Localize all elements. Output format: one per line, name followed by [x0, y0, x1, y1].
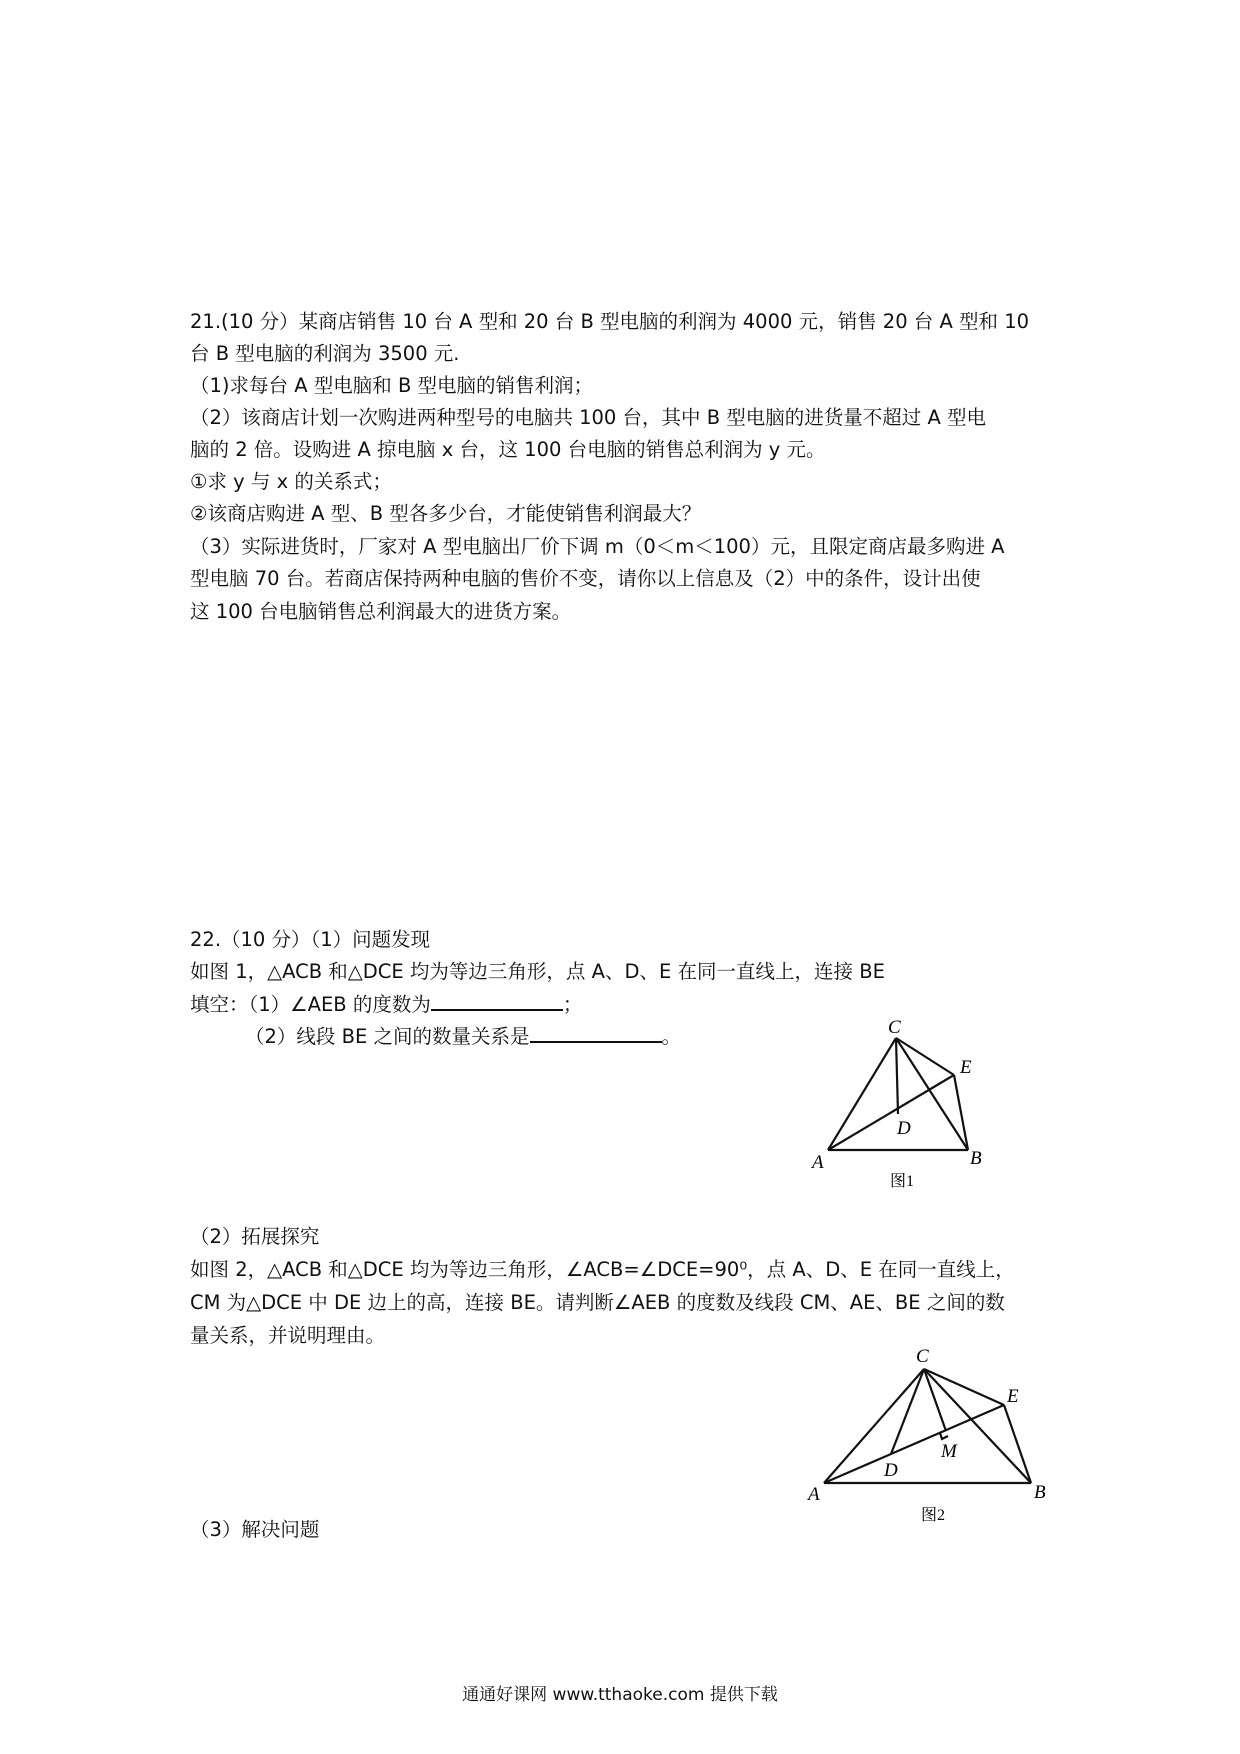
fig1-label-c: C	[888, 1018, 901, 1038]
q21-line-7: ②该商店购进 A 型、B 型各多少台，才能使销售利润最大？	[190, 502, 702, 525]
fill-1-suffix: ；	[562, 993, 583, 1016]
q22-part3-heading: （3）解决问题	[190, 1518, 320, 1541]
q21-line-3: （1)求每台 A 型电脑和 B 型电脑的销售利润；	[190, 374, 594, 397]
fig2-label-a: A	[808, 1484, 820, 1505]
q22-fill-1	[190, 989, 582, 1021]
fig2-label-d: D	[884, 1460, 898, 1481]
q21-line-6: ①求 y 与 x 的关系式；	[190, 470, 392, 493]
fig2-caption: 图2	[921, 1507, 946, 1524]
fig2-label-m: M	[941, 1441, 957, 1462]
fig1-label-a: A	[812, 1152, 824, 1173]
figure-2-diagram	[804, 1345, 1064, 1530]
q21-line-8: （3）实际进货时，厂家对 A 型电脑出厂价下调 m（0＜m＜100）元，且限定商店最多购进 A	[190, 535, 1005, 558]
figure-2	[804, 1345, 1064, 1534]
fig1-label-d: D	[897, 1118, 911, 1139]
page-footer: 通通好课网 www.tthaoke.com 提供下载	[462, 1685, 778, 1705]
fig2-label-e: E	[1007, 1386, 1019, 1407]
fig2-label-b: B	[1034, 1482, 1046, 1503]
q22-fill-2	[245, 1021, 681, 1053]
fig1-caption: 图1	[890, 1173, 915, 1190]
fig1-label-e: E	[960, 1057, 972, 1078]
q22-part2-line-1: 如图 2，△ACB 和△DCE 均为等边三角形，∠ACB=∠DCE=90⁰，点 A、D、E 在同一直线上，	[190, 1258, 1015, 1281]
figure-1-diagram	[808, 1018, 1008, 1198]
fig1-label-b: B	[970, 1148, 982, 1169]
q21-line-5: 脑的 2 倍。设购进 A 掠电脑 x 台，这 100 台电脑的销售总利润为 y 元。	[190, 438, 826, 461]
q22-part2-heading: （2）拓展探究	[190, 1225, 320, 1248]
fig2-label-c: C	[916, 1346, 929, 1367]
q21-line-4: （2）该商店计划一次购进两种型号的电脑共 100 台，其中 B 型电脑的进货量不超过 A 型电	[190, 406, 987, 429]
answer-blank-1[interactable]	[431, 989, 563, 1011]
q21-line-1: 21.(10 分）某商店销售 10 台 A 型和 20 台 B 型电脑的利润为 4000 元，销售 20 台 A 型和 10	[190, 310, 1030, 333]
q21-line-9: 型电脑 70 台。若商店保持两种电脑的售价不变，请你以上信息及（2）中的条件，设计出使	[190, 567, 981, 590]
q21-line-2: 台 B 型电脑的利润为 3500 元.	[190, 342, 460, 365]
answer-blank-2[interactable]	[530, 1021, 662, 1043]
q21-line-10: 这 100 台电脑销售总利润最大的进货方案。	[190, 600, 572, 623]
fill-2-prefix: （2）线段 BE 之间的数量关系是	[245, 1025, 530, 1048]
q22-heading: 22.（10 分）（1）问题发现	[190, 928, 431, 951]
q22-paragraph-1: 如图 1，△ACB 和△DCE 均为等边三角形，点 A、D、E 在同一直线上，连接 BE	[190, 960, 885, 983]
q22-part2-line-2: CM 为△DCE 中 DE 边上的高，连接 BE。请判断∠AEB 的度数及线段 CM、AE、BE 之间的数	[190, 1291, 1005, 1314]
figure-1	[808, 1018, 1008, 1202]
fill-2-suffix: 。	[661, 1025, 682, 1048]
fill-1-prefix: 填空：（1）∠AEB 的度数为	[190, 993, 431, 1016]
q22-part2-line-3: 量关系，并说明理由。	[190, 1324, 386, 1347]
figure-2-lines	[824, 1369, 1031, 1483]
